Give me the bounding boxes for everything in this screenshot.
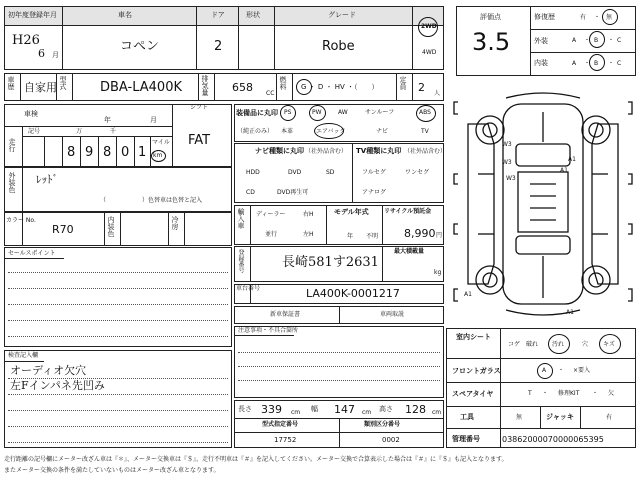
model-value: DBA-LA400K [100, 80, 182, 95]
glass-a: A [542, 367, 547, 374]
import-parallel: 並行 [265, 231, 278, 238]
first-reg-value: H26 [12, 33, 40, 48]
repair-option-no: 無 [606, 14, 613, 21]
registration-label: 登録番号 [237, 249, 244, 273]
car-side-left [468, 124, 494, 284]
shift-value: FAT [188, 133, 211, 148]
first-reg-month: 6 [38, 47, 45, 60]
registration-value: 長崎581す2631 [282, 255, 379, 270]
grade-value: Robe [322, 39, 355, 54]
jack-value: 有 [606, 414, 613, 421]
recycle-label: リサイクル預託金 [384, 208, 432, 215]
score-label: 評価点 [480, 13, 501, 21]
tv-sub: （社外品含む） [404, 148, 447, 155]
height-label: 高さ [379, 405, 393, 413]
diagram-label-1: W3 [502, 141, 512, 148]
equipment-sub: （純正のみ） [237, 128, 274, 135]
wheel-rr [582, 266, 610, 294]
first-reg-label: 初年度登録年月 [8, 11, 57, 19]
equip-ps: PS [284, 109, 292, 116]
tools-label: 工具 [460, 413, 474, 421]
spare-none: 欠 [608, 390, 615, 397]
category-label: 類別区分番号 [364, 421, 401, 428]
drive-4wd-label: 4WD [422, 49, 437, 56]
car-diagram [448, 84, 638, 324]
bracket-fr [628, 102, 632, 114]
interior-color-label: 内装色 [107, 216, 115, 237]
windshield [516, 144, 570, 166]
car-name-label: 車名 [118, 11, 132, 19]
glass-label: フロントガラス [452, 367, 501, 375]
spare-t: T [528, 390, 532, 397]
exterior-note: （ ）色替車は色替と記入 [100, 197, 203, 204]
diagram-label-6: A1 [464, 291, 472, 298]
equip-abs: ABS [419, 109, 431, 116]
spare-sep-2: ・ [592, 390, 599, 397]
diagram-label-7: A1 [566, 309, 574, 316]
type-designation-value: 17752 [274, 436, 297, 444]
mileage-mile-unit: マイル [152, 139, 170, 146]
mileage-km-unit: km [153, 152, 163, 159]
category-value: 0002 [382, 436, 400, 444]
chassis-value: LA400K-0001217 [306, 287, 400, 300]
navi-dvd: DVD [288, 169, 302, 176]
repair-label: 修復歴 [534, 13, 555, 21]
shift-label: シフト [190, 104, 209, 111]
max-load-unit: kg [434, 269, 442, 276]
front-bumper [506, 93, 580, 98]
equip-tv: TV [421, 128, 429, 135]
recycle-unit: 円 [436, 232, 443, 239]
seat-tear: 破れ [526, 341, 539, 348]
navi-label: ナビ種類に丸印 [255, 147, 304, 155]
notes-label: 注意事項・不具合箇所 [238, 327, 299, 334]
interior-c: C [617, 60, 622, 67]
car-side-right [592, 124, 618, 284]
length-label: 長さ [238, 405, 252, 413]
width-label: 幅 [311, 405, 318, 413]
inspection-month: 月 [150, 116, 157, 124]
wheel-rl [476, 266, 504, 294]
navi-hdd: HDD [246, 169, 260, 176]
interior-a: A [572, 60, 577, 67]
grade-label: グレード [328, 11, 356, 19]
mileage-digit-1: 8 [67, 145, 76, 160]
symbol-label: 記号 [28, 128, 41, 135]
exterior-rating-label: 外装 [534, 37, 548, 45]
seat-label: 室内シート [456, 333, 491, 341]
model-year-unknown: 不明 [366, 233, 379, 240]
notes-block [234, 326, 444, 398]
type-designation-label: 型式指定番号 [262, 421, 299, 428]
month-unit: 月 [52, 51, 59, 59]
seat-burn: コゲ [508, 341, 521, 348]
displacement-value: 658 [232, 81, 253, 94]
exterior-label: 外装色 [8, 172, 16, 193]
width-value: 147 [334, 403, 355, 416]
roof [518, 172, 568, 232]
rear-window [516, 236, 570, 254]
fuel-label: 燃料 [279, 76, 287, 90]
exterior-a: A [572, 37, 577, 44]
equip-aw: AW [338, 109, 348, 116]
inspection-year: 年 [104, 116, 111, 124]
tv-label: TV種類に丸印 [356, 147, 402, 155]
jack-label: ジャッキ [546, 413, 574, 421]
color-no-value: R70 [52, 223, 74, 236]
equip-sunroof: サンルーフ [365, 109, 395, 116]
tv-analog: アナログ [362, 189, 387, 196]
seat-dirt: 汚れ [552, 341, 565, 348]
glass-replace: ×要入 [573, 367, 591, 374]
color-no-block [4, 212, 232, 246]
interior-rating-label: 内装 [534, 59, 548, 67]
import-right: 右H [303, 211, 314, 218]
inspector-line-1: オーディオ欠穴 [10, 364, 87, 377]
capacity-label: 定員 [399, 76, 407, 90]
height-unit: cm [432, 409, 442, 416]
tv-oneseg: ワンセグ [405, 169, 430, 176]
mileage-digit-4: 0 [121, 145, 130, 160]
length-unit: cm [291, 409, 301, 416]
diagram-label-2: W3 [502, 159, 512, 166]
thousand-label: 千 [110, 128, 117, 135]
glass-sep: ・ [558, 367, 565, 374]
usage-value: 自家用 [24, 81, 57, 94]
equipment-label: 装備品に丸印 [236, 109, 278, 117]
car-name-value: コペン [120, 39, 160, 54]
width-unit: cm [362, 409, 372, 416]
diagram-label-3: W3 [506, 175, 516, 182]
height-value: 128 [405, 403, 426, 416]
import-dealer: ディーラー [256, 211, 286, 218]
color-no-label: カラー No. [6, 217, 36, 224]
docs-warranty: 新車保証書 [270, 311, 301, 318]
import-label: 輸入車 [237, 208, 245, 229]
spare-kit: 修理KIT [558, 390, 580, 397]
chassis-label: 車台番号 [236, 285, 261, 292]
mileage-digit-2: 9 [85, 145, 94, 160]
tools-value: 無 [516, 414, 523, 421]
import-left: 左H [303, 231, 314, 238]
manage-label: 管理番号 [452, 435, 480, 443]
interior-b: B [594, 60, 599, 67]
length-value: 339 [261, 403, 282, 416]
diagram-label-4: A1 [568, 156, 576, 163]
exterior-value: ﾚｯﾄﾞ [36, 173, 58, 186]
model-year-label: モデル年式 [334, 208, 369, 216]
ten-thousand-label: 万 [76, 128, 83, 135]
inspection-label: 車検 [24, 110, 38, 118]
capacity-value: 2 [418, 81, 425, 94]
tv-fullseg: フルセグ [362, 169, 386, 176]
score-value: 3.5 [472, 28, 511, 56]
spare-label: スペアタイヤ [452, 390, 494, 398]
mileage-label: 走行 [8, 138, 16, 152]
seat-scratch: キズ [603, 341, 615, 348]
footer-line-1: 走行距離の記号欄にメーター改ざん車は『＊』、メーター交換車は『＄』、走行不明車は『＃』を記入してください。メーター交換で合算表示した場合は『＃』に『＄』も記入となります。 [4, 456, 508, 463]
bracket-rr [628, 289, 632, 301]
body-label: 形状 [246, 11, 260, 19]
navi-sd: SD [326, 169, 335, 176]
displacement-label: 排気量 [201, 75, 209, 96]
navi-cd: CD [246, 189, 255, 196]
max-load-label: 最大積載量 [394, 248, 425, 255]
manage-value: 03862000070000065395 [502, 435, 604, 444]
navi-dvd-play: DVD再生可 [277, 189, 309, 196]
mileage-digit-5: 1 [138, 145, 147, 160]
displacement-unit: CC [266, 90, 275, 97]
seat-hole: 穴 [582, 341, 589, 348]
capacity-unit: 人 [434, 90, 441, 97]
bracket-rl [454, 289, 458, 301]
docs-manual: 車両取説 [380, 311, 405, 318]
exterior-c: C [617, 37, 622, 44]
drive-2wd-label: 2WD [421, 23, 437, 30]
doors-label: ドア [211, 11, 225, 19]
equip-leather: 本革 [281, 128, 294, 135]
sales-point-label: セールスポイント [8, 250, 56, 257]
doors-value: 2 [214, 39, 223, 54]
exterior-b: B [594, 37, 599, 44]
inspector-label: 検査記入欄 [8, 352, 39, 359]
aircon-label: 冷房 [171, 216, 179, 230]
mileage-digit-3: 8 [103, 145, 112, 160]
recycle-value: 8,990 [404, 227, 436, 240]
inspector-line-2: 左Fインパネ先凹み [10, 379, 105, 392]
diagram-label-5: A1 [560, 167, 568, 174]
model-label: 型式 [59, 76, 67, 90]
model-year-year: 年 [347, 233, 354, 240]
equip-navi: ナビ [376, 128, 389, 135]
repair-option-yes: 有 [580, 14, 587, 21]
fuel-value: G ・ D ・ HV ・（ ） [301, 83, 379, 91]
bracket-fl [454, 102, 458, 114]
equip-airbag: エアバック [316, 128, 346, 135]
navi-sub: （社外品含む） [305, 148, 348, 155]
sales-point-block [4, 247, 232, 347]
spare-sep-1: ・ [542, 390, 549, 397]
footer-line-2: またメーター交換の条件を満たしていないものはメーター改ざん車となります。 [4, 467, 220, 474]
usage-label: 車歴 [7, 76, 15, 90]
equip-pw: PW [312, 109, 322, 116]
